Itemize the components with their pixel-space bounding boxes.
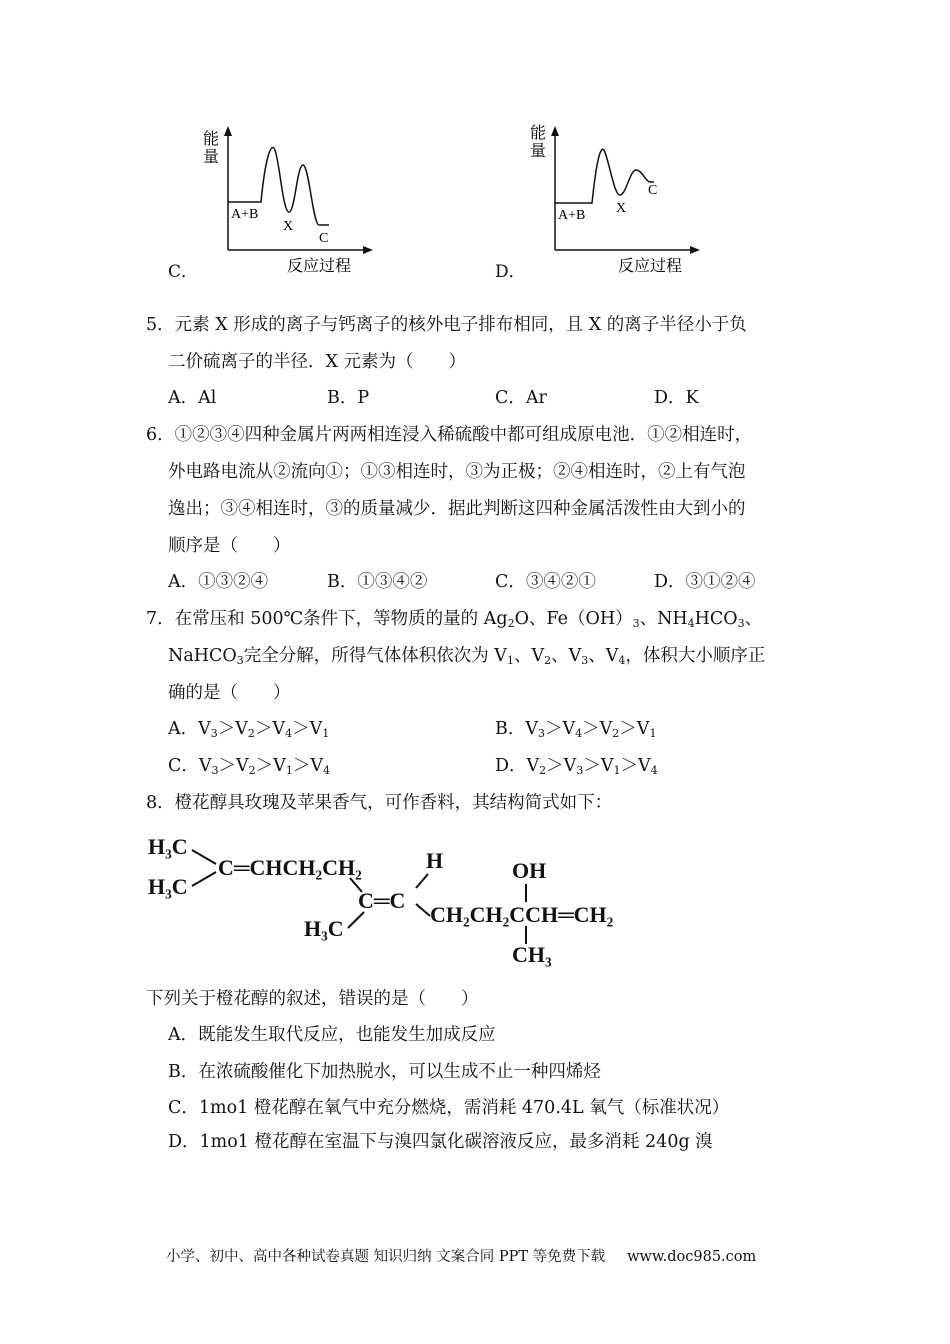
q7-line-2: NaHCO$_3$完全分解，所得气体体积依次为 $V_1$、$V_2$、$V_3$、$V_4$，体积大小顺序正 <box>168 646 766 667</box>
q8-line-1: 8．橙花醇具玫瑰及苹果香气，可作香料，其结构简式如下： <box>146 793 613 813</box>
graph-c-option-label: C． <box>168 262 199 282</box>
graph-d-y-label-1: 能 <box>530 125 547 142</box>
q6-line-4: 顺序是（ ） <box>168 536 291 556</box>
struct-h: H <box>426 848 444 873</box>
q5-line-2: 二价硫离子的半径．X 元素为（ ） <box>168 352 467 372</box>
q6-option-c: C．③④②① <box>495 572 596 592</box>
q6-line-2: 外电路电流从②流向①；①③相连时，③为正极；②④相连时，②上有气泡 <box>168 462 746 482</box>
struct-chain-2: CH₂CH₂CCH═CH₂ <box>430 902 614 927</box>
struct-ch3: CH₃ <box>512 942 552 967</box>
graph-c-x-label: 反应过程 <box>287 258 352 275</box>
footer-url[interactable]: www.doc985.com <box>627 1249 757 1265</box>
struct-h3c-top: H₃C <box>148 834 188 859</box>
energy-graph-d <box>522 120 702 280</box>
struct-double-c: C═C <box>358 888 406 913</box>
q8-option-c: C．1mo1 橙花醇在氧气中充分燃烧，需消耗 470.4L 氧气（标准状况） <box>168 1098 730 1118</box>
q6-line-3: 逸出；③④相连时，③的质量减少．据此判断这四种金属活泼性由大到小的 <box>168 499 746 519</box>
q7-option-d: D．$V_2>V_3>V_1>V_4$ <box>495 756 658 777</box>
q7-option-b: B．$V_3>V_4>V_2>V_1$ <box>495 719 657 740</box>
q8-option-a: A．既能发生取代反应，也能发生加成反应 <box>168 1025 496 1045</box>
graph-c-intermediate-label: X <box>283 219 294 234</box>
graph-c-y-label-2: 量 <box>203 149 220 166</box>
q6-option-a: A．①③②④ <box>168 572 269 592</box>
graph-d-product-label: C <box>648 183 658 198</box>
graph-d-reactant-label: A+B <box>558 208 586 223</box>
q6-option-d: D．③①②④ <box>654 572 756 592</box>
graph-c-product-label: C <box>319 231 329 246</box>
graph-d-option-label: D． <box>495 262 526 282</box>
struct-h3c-low: H₃C <box>304 916 344 941</box>
q8-stem: 下列关于橙花醇的叙述，错误的是（ ） <box>146 989 479 1009</box>
footer-text: 小学、初中、高中各种试卷真题 知识归纳 文案合同 PPT 等免费下载 <box>166 1249 606 1265</box>
q7-option-a: A．$V_3>V_2>V_4>V_1$ <box>168 719 330 740</box>
q6-line-1: 6．①②③④四种金属片两两相连浸入稀硫酸中都可组成原电池．①②相连时， <box>146 425 753 445</box>
q8-option-d: D．1mo1 橙花醇在室温下与溴四氯化碳溶液反应，最多消耗 240g 溴 <box>168 1132 713 1152</box>
page-footer <box>166 1245 756 1266</box>
q5-line-1: 5．元素 X 形成的离子与钙离子的核外电子排布相同，且 X 的离子半径小于负 <box>146 315 747 335</box>
nerolidol-structure <box>140 820 660 970</box>
q5-option-c: C．Ar <box>495 388 547 408</box>
graph-d-intermediate-label: X <box>616 201 627 216</box>
q7-line-3: 确的是（ ） <box>168 683 291 703</box>
q5-option-d: D．K <box>654 388 699 408</box>
q8-option-b: B．在浓硫酸催化下加热脱水，可以生成不止一种四烯烃 <box>168 1062 601 1082</box>
q5-option-a: A．Al <box>168 388 217 408</box>
graph-c-reactant-label: A+B <box>231 207 259 222</box>
q6-option-b: B．①③④② <box>327 572 428 592</box>
q7-line-1: 7．在常压和 500℃条件下，等物质的量的 $Ag_2O$、$Fe(OH)_3$、$NH_4HCO_3$、 <box>146 609 763 630</box>
energy-graph-c <box>195 120 375 280</box>
struct-h3c-mid: H₃C <box>148 874 188 899</box>
q7-option-c: C．$V_3>V_2>V_1>V_4$ <box>168 756 330 777</box>
graph-c-y-label-1: 能 <box>203 131 220 148</box>
graph-d-y-label-2: 量 <box>530 143 547 160</box>
struct-oh: OH <box>512 858 547 883</box>
q5-option-b: B．P <box>327 388 370 408</box>
struct-chain-1: C═CHCH₂CH₂ <box>218 855 362 880</box>
graph-d-x-label: 反应过程 <box>618 258 683 275</box>
